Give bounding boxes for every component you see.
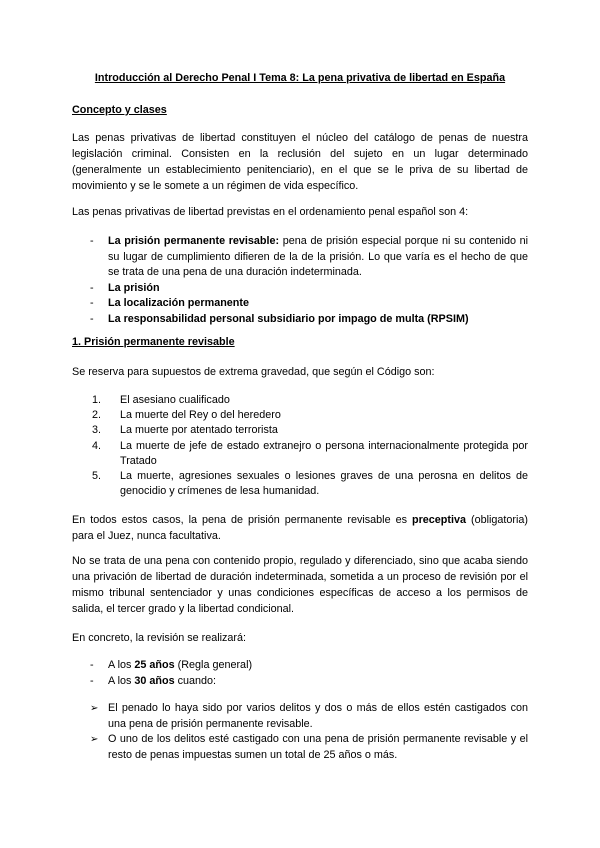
list-number: 5. [92, 470, 102, 483]
list-item [90, 674, 528, 690]
section-heading-concepto: Concepto y clases [72, 104, 167, 116]
list-item-text: El asesiano cualificado [120, 394, 230, 406]
list-item [92, 408, 528, 423]
paragraph-clases-intro: Las penas privativas de libertad previstas en el ordenamiento penal español son 4: [72, 206, 469, 218]
supuestos-list [92, 393, 528, 499]
list-item-text: La muerte, agresiones sexuales o lesiones graves de una perosna en delitos de genocidio y crímenes de lesa humanidad. [120, 470, 528, 498]
list-item [90, 296, 528, 312]
list-item-text: El penado lo haya sido por varios delitos y dos o más de ellos estén castigados con una pena de prisión permanente revisable. [108, 702, 528, 730]
list-item-text: La muerte por atentado terrorista [120, 424, 278, 437]
bullet-marker: - [90, 281, 94, 294]
list-item [92, 469, 528, 499]
paragraph-revision-intro: En concreto, la revisión se realizará: [72, 632, 247, 644]
list-item [90, 234, 528, 281]
arrow-bullet-icon: ➢ [90, 734, 99, 745]
list-item-bold: La prisión permanente revisable: [108, 235, 280, 247]
list-item [92, 439, 528, 469]
list-item-text: La muerte del Rey o del heredero [120, 409, 281, 422]
list-item [92, 423, 528, 438]
list-item-text: cuando: [174, 674, 217, 687]
conditions-list [90, 701, 528, 763]
paragraph-supuestos-intro: Se reserva para supuestos de extrema gravedad, que según el Código son: [72, 366, 435, 378]
paragraph-concepto: Las penas privativas de libertad constituyen el núcleo del catálogo de penas de nuestra legislación criminal. Consisten en la reclusión del sujeto en un lugar determinado (generalmente un establecimiento penitenciario), en el que se le priva de su libertad de movimiento y se le somete a un régimen de vida específico. [72, 132, 528, 192]
document-title: Introducción al Derecho Penal I Tema 8: La pena privativa de libertad en España [94, 72, 506, 84]
paragraph-preceptiva [72, 512, 528, 544]
list-number: 1. [92, 394, 102, 406]
list-item [90, 312, 528, 328]
paragraph-text: (obligatoria) para el Juez, nunca facultativa. [72, 514, 528, 542]
paragraph-bold: preceptiva [411, 514, 466, 526]
list-number: 4. [92, 439, 102, 452]
list-item [90, 281, 528, 297]
list-item [90, 701, 528, 732]
list-number: 2. [92, 409, 102, 422]
section-heading-prision-permanente: 1. Prisión permanente revisable [72, 336, 235, 348]
list-item-bold: 30 años [134, 674, 175, 687]
list-item-bold: La responsabilidad personal subsidiario por impago de multa (RPSIM) [108, 312, 469, 325]
list-item-text: (Regla general) [174, 659, 253, 671]
review-list [90, 658, 528, 689]
bullet-marker: - [90, 235, 94, 247]
list-item-text: pena de prisión especial porque ni su contenido ni su lugar de cumplimiento difieren de la de la prisión. Lo que varía es el hecho de que se trata de una pena de una duración indeterminada. [108, 235, 528, 278]
list-number: 3. [92, 424, 102, 437]
penalty-types-list [90, 234, 528, 327]
paragraph-text: En todos estos casos, la pena de prisión permanente revisable es [72, 514, 412, 526]
bullet-marker: - [90, 297, 94, 309]
list-item-bold: La localización permanente [108, 297, 250, 309]
list-item-bold: La prisión [108, 281, 160, 294]
list-item-text: La muerte de jefe de estado extranejro o persona internacionalmente protegida por Tratado [120, 439, 528, 467]
bullet-marker: - [90, 674, 94, 687]
list-item [90, 732, 528, 763]
list-item-text: O uno de los delitos esté castigado con una pena de prisión permanente revisable y el resto de penas impuestas sumen un total de 25 años o más. [108, 733, 528, 761]
paragraph-contenido: No se trata de una pena con contenido propio, regulado y diferenciado, sino que acaba siendo una privación de libertad de duración indeterminada, sometida a un proceso de revisión por el mismo tribunal sentenciador y unas condiciones específicas de acceso a los permisos de salida, el tercer grado y la libertad condicional. [72, 555, 528, 615]
list-item-bold: 25 años [134, 659, 175, 671]
bullet-marker: - [90, 659, 94, 671]
list-item-text: A los [108, 674, 135, 687]
bullet-marker: - [90, 312, 94, 325]
list-item-text: A los [108, 659, 135, 671]
list-item [90, 658, 528, 674]
arrow-bullet-icon: ➢ [90, 703, 99, 714]
list-item [92, 393, 528, 408]
